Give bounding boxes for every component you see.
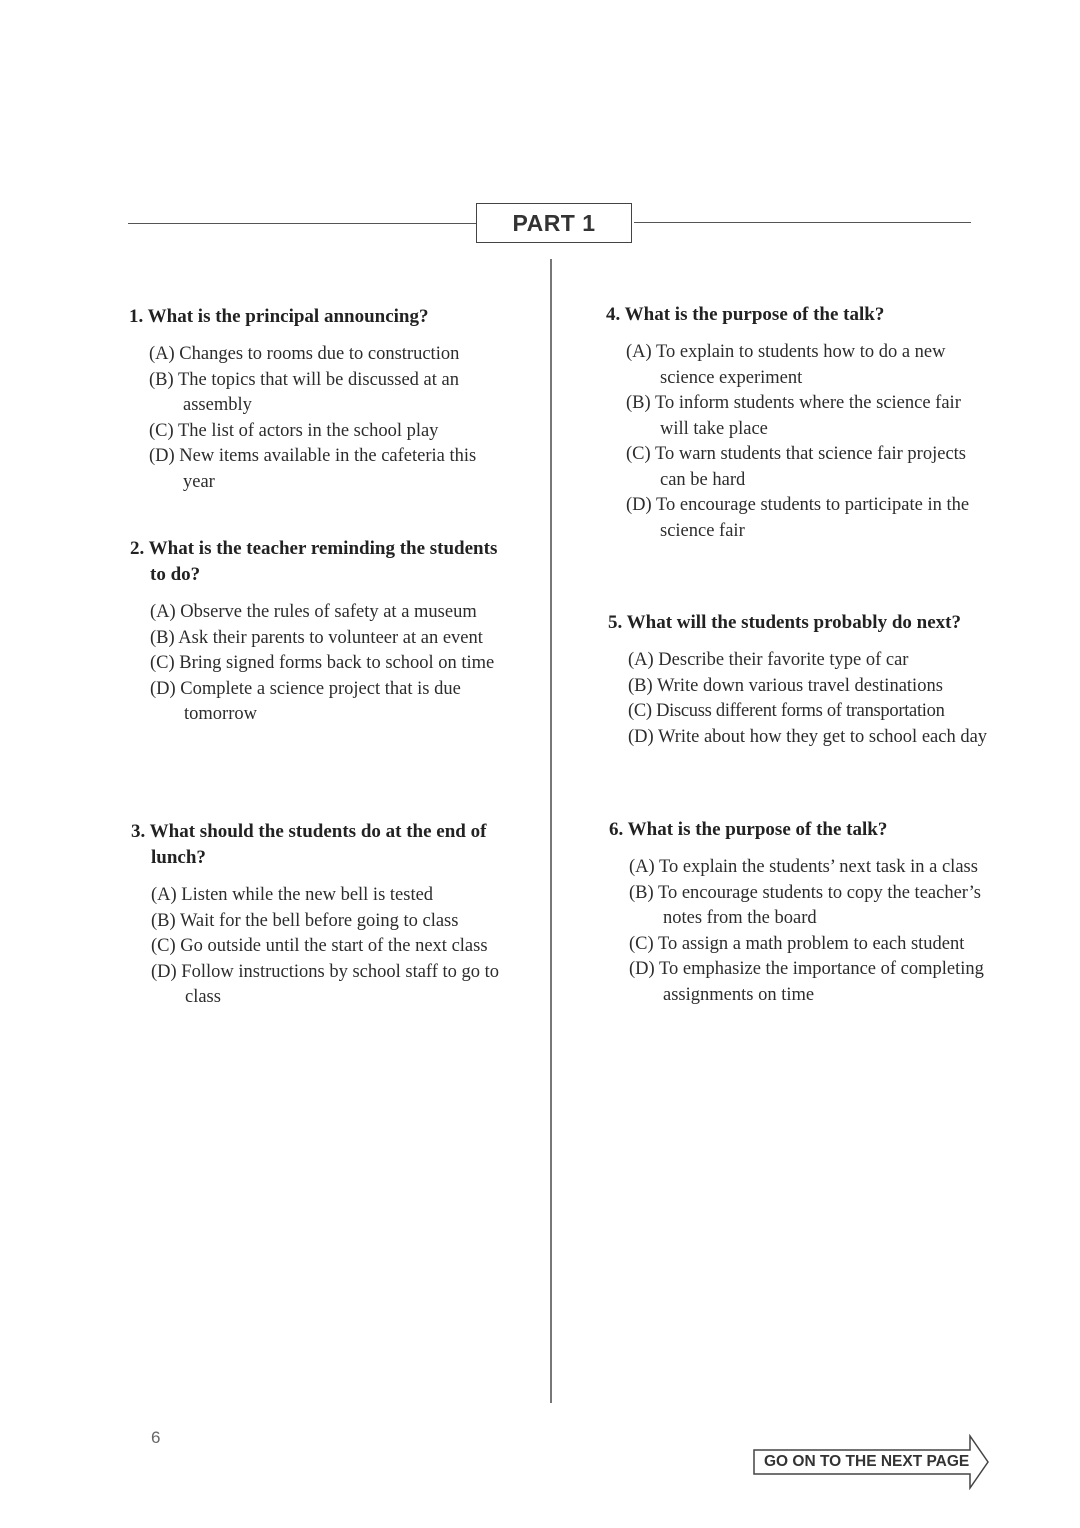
- option-c: (C) Discuss different forms of transportation: [628, 701, 945, 721]
- option-a: (A) Describe their favorite type of car: [628, 650, 909, 670]
- option-a: (A) To explain the students’ next task in a class: [629, 857, 978, 877]
- option-a: (A) Changes to rooms due to construction: [149, 344, 460, 364]
- option-a: (A) To explain to students how to do a new science experiment: [626, 342, 946, 388]
- option-b: (B) The topics that will be discussed at an assembly: [149, 369, 459, 415]
- option-d: (D) Write about how they get to school each day: [628, 726, 988, 747]
- question-title: 5. What will the students probably do next?: [608, 612, 961, 633]
- option-c: (C) To warn students that science fair projects can be hard: [626, 444, 966, 490]
- question-title: 4. What is the purpose of the talk?: [606, 304, 885, 325]
- page-number: 6: [151, 1428, 161, 1447]
- option-a: (A) Listen while the new bell is tested: [151, 885, 434, 905]
- question-4: [606, 302, 986, 544]
- option-c: (C) Bring signed forms back to school on time: [150, 653, 495, 673]
- question-title: 1. What is the principal announcing?: [129, 306, 429, 327]
- next-page-banner: [752, 1434, 992, 1490]
- question-title: 6. What is the purpose of the talk?: [609, 819, 888, 840]
- column-divider: [550, 259, 552, 1403]
- option-b: (B) To encourage students to copy the teacher’s notes from the board: [629, 882, 981, 928]
- option-b: (B) Wait for the bell before going to class: [151, 910, 459, 931]
- part-title: PART 1: [476, 203, 632, 243]
- question-1: [129, 304, 509, 495]
- next-page-label: GO ON TO THE NEXT PAGE: [764, 1453, 970, 1470]
- option-b: (B) Write down various travel destinations: [628, 675, 943, 696]
- option-d: (D) Follow instructions by school staff to go to class: [151, 961, 500, 1007]
- option-c: (C) The list of actors in the school play: [149, 420, 439, 441]
- option-a: (A) Observe the rules of safety at a museum: [150, 602, 477, 622]
- option-d: (D) Complete a science project that is due tomorrow: [150, 678, 461, 724]
- question-2: [130, 536, 510, 728]
- option-d: (D) New items available in the cafeteria this year: [149, 446, 477, 492]
- option-c: (C) Go outside until the start of the next class: [151, 936, 488, 956]
- question-title: 3. What should the students do at the end of lunch?: [131, 821, 487, 868]
- option-d: (D) To encourage students to participate in the science fair: [626, 495, 970, 541]
- header-rule-left: [128, 223, 476, 224]
- option-c: (C) To assign a math problem to each student: [629, 933, 965, 954]
- option-d: (D) To emphasize the importance of completing assignments on time: [629, 959, 984, 1005]
- question-title: 2. What is the teacher reminding the students to do?: [130, 538, 498, 585]
- header-rule-right: [634, 222, 971, 223]
- question-6: [609, 817, 989, 1008]
- question-3: [131, 819, 511, 1011]
- option-b: (B) Ask their parents to volunteer at an event: [150, 627, 483, 648]
- option-b: (B) To inform students where the science fair will take place: [626, 393, 961, 439]
- question-5: [608, 610, 988, 750]
